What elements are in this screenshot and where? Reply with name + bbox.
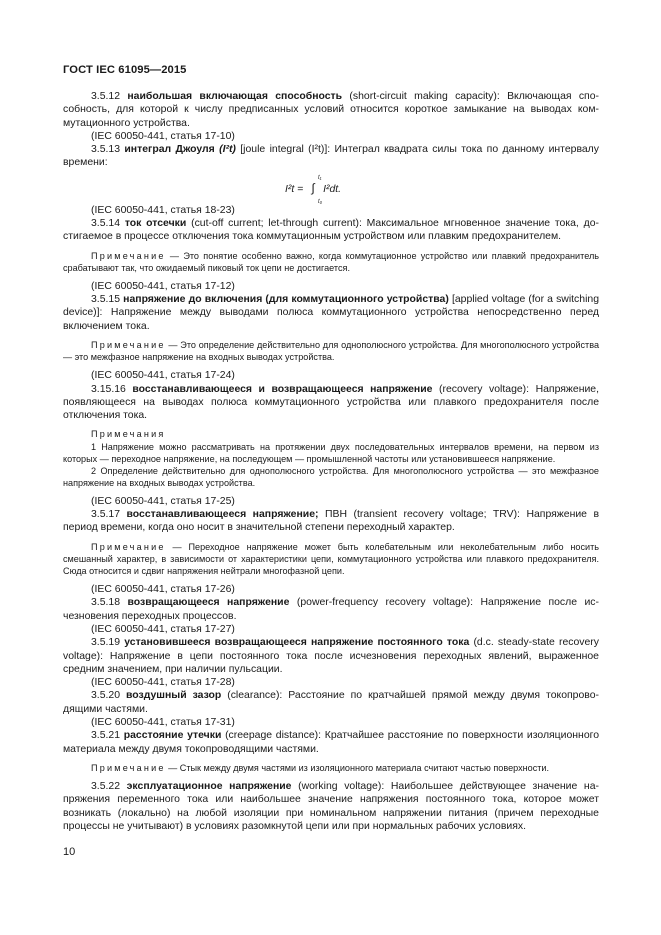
integral-upper-limit: t₁ <box>318 174 322 181</box>
clause-number: 3.5.21 <box>91 730 121 742</box>
clause-number: 3.5.13 <box>91 144 121 156</box>
formula-lhs: I²t = <box>285 183 304 195</box>
clause-text: ПВН (transient recovery voltage; TRV): Напряжение в период времени, когда оно носит в значительной степени переходный характер. <box>63 509 600 534</box>
clause-term: установившееся возвращающееся напряжение постоянного тока <box>124 637 470 649</box>
clause-number: 3.5.20 <box>91 690 121 702</box>
reference: (IEC 60050-441, статья 17-27) <box>91 623 235 635</box>
joule-integral-formula <box>63 171 599 203</box>
clause-3-5-19 <box>63 636 599 676</box>
integral-lower-limit: t₀ <box>318 198 323 205</box>
note <box>63 250 599 274</box>
reference: (IEC 60050-441, статья 17-31) <box>91 717 235 729</box>
note <box>63 339 599 363</box>
clause-text: (cut-off current; let-through current): Максимальное мгновенное значение тока, достигаемое в процессе отключения тока коммутационным устройством или плавким предохранителем. <box>63 218 599 243</box>
clause-number: 3.5.19 <box>91 637 121 649</box>
clause-text: [applied voltage (for a switching device)]: Напряжение между выводами полюса коммутационного устройства непосредственно перед включением тока. <box>63 294 599 332</box>
clause-term: напряжение до включения (для коммутационного устройства) <box>123 294 449 306</box>
clause-text: (working voltage): Наибольшее действующее значение напряжения переменного тока или наибольшее значение напряжения постоянного тока, которое может возникать (локально) на любой изоляции при номинальном напряжении питания (причем переходные процессы не учитывают) в условиях разомкнутой цепи или при нормальных рабочих условиях. <box>63 781 599 832</box>
clause-term: наибольшая включающая способность <box>127 91 343 102</box>
clause-number: 3.5.22 <box>91 781 121 793</box>
reference: (IEC 60050-441, статья 17-24) <box>91 370 235 382</box>
clause-term: воздушный зазор <box>126 690 222 702</box>
clause-text: (short-circuit making capacity): Включающая способность, для которой к числу предписанных условий относится короткое замыкание на выводах коммутационного устройства. <box>63 91 599 129</box>
clause-text: (d.c. steady-state recovery voltage): Напряжение в цепи постоянного тока после исчезновения переходных явлений, выраженное средним значением, при наличии пульсации. <box>63 637 599 675</box>
note-text: — Это понятие особенно важно, когда коммутационное устройство или плавкий предохранитель срабатывают так, что ожидаемый пиковый ток цепи не достигается. <box>63 250 599 273</box>
clause-3-5-18 <box>63 596 599 623</box>
clause-number: 3.5.18 <box>91 597 121 609</box>
clause-number: 3.5.14 <box>91 218 121 230</box>
reference: (IEC 60050-441, статья 17-25) <box>91 495 235 507</box>
clause-number: 3.15.16 <box>91 383 126 395</box>
note-text: — Переходное напряжение может быть колебательным или неколебательным либо носить смешанный характер, в зависимости от характеристики цепи, коммутационного устройства или плавкого предохранителя. Сюда относится и сдвиг напряжения нейтрали многофазной цепи. <box>63 541 599 576</box>
note-label: Примечание <box>91 541 166 552</box>
document-body <box>63 90 599 833</box>
note-label: Примечание <box>91 762 166 773</box>
clause-term: расстояние утечки <box>123 730 222 742</box>
notes-label: Примечания <box>91 429 166 440</box>
clause-text: (creepage distance): Кратчайшее расстояние по поверхности изоляционного материала между двумя токопроводящими частями. <box>63 730 600 755</box>
note-text: — Стык между двумя частями из изоляционного материала считают частью поверхности. <box>165 762 550 773</box>
clause-number: 3.5.17 <box>91 509 121 521</box>
clause-term: восстанавливающееся напряжение; <box>126 509 319 521</box>
clause-text: (recovery voltage): Напряжение, появляющееся на выводах полюса коммутационного устройства или плавкого предохранителя после отключения тока. <box>63 383 599 422</box>
clause-number: 3.5.12 <box>91 91 121 102</box>
clause-3-5-13 <box>63 143 599 170</box>
clause-text: [joule integral (I²t)]: Интеграл квадрата силы тока по данному интервалу времени: <box>63 144 599 169</box>
note-label: Примечание <box>91 340 166 351</box>
reference: (IEC 60050-441, статья 17-28) <box>91 677 235 689</box>
reference: (IEC 60050-441, статья 17-12) <box>91 280 235 292</box>
note-2: 2 Определение действительно для однополюсного устройства. Для многополюсного устройства — это межфазное напряжение на входных выводах устройства. <box>63 465 599 488</box>
reference: (IEC 60050-441, статья 18-23) <box>91 204 235 216</box>
document-header: ГОСТ IEC 61095—2015 <box>63 64 187 76</box>
clause-term: ток отсечки <box>124 218 187 230</box>
clause-term: эксплуатационное напряжение <box>126 781 292 793</box>
clause-3-5-22 <box>63 780 599 833</box>
note-label: Примечание <box>91 250 166 261</box>
clause-text: (power-frequency recovery voltage): Напряжение после исчезновения переходных процессов. <box>63 597 599 622</box>
clause-3-5-14 <box>63 217 599 244</box>
clause-3-5-15 <box>63 293 599 333</box>
reference: (IEC 60050-441, статья 17-10) <box>91 130 235 142</box>
page-number: 10 <box>63 846 76 858</box>
clause-term: восстанавливающееся и возвращающееся напряжение <box>132 383 433 395</box>
formula-rhs: I²dt. <box>323 183 342 195</box>
integral-sign-icon: ∫ <box>311 180 315 195</box>
reference: (IEC 60050-441, статья 17-26) <box>91 584 235 596</box>
clause-3-5-12 <box>63 90 599 130</box>
clause-number: 3.5.15 <box>91 294 121 306</box>
clause-3-5-21 <box>63 729 599 756</box>
clause-term-symbol: (I²t) <box>214 144 236 156</box>
clause-3-5-17 <box>63 508 599 535</box>
clause-text: (clearance): Расстояние по кратчайшей прямой между двумя токопроводящими частями. <box>63 690 599 715</box>
note <box>63 762 599 774</box>
clause-term: возвращающееся напряжение <box>127 597 290 609</box>
clause-3-15-16 <box>63 383 599 423</box>
note-1: 1 Напряжение можно рассматривать на протяжении двух последовательных интервалов времени, на первом из которых — переходное напряжение, на последующем — промышленной частоты или установившееся напряжение. <box>63 441 599 464</box>
note <box>63 541 599 577</box>
clause-3-5-20 <box>63 689 599 716</box>
clause-term: интеграл Джоуля <box>124 144 215 156</box>
formula-expression <box>285 182 341 196</box>
note-text: — Это определение действительно для однополюсного устройства. Для многополюсного устройства — это межфазное напряжение на входных выводах устройства. <box>63 340 599 363</box>
